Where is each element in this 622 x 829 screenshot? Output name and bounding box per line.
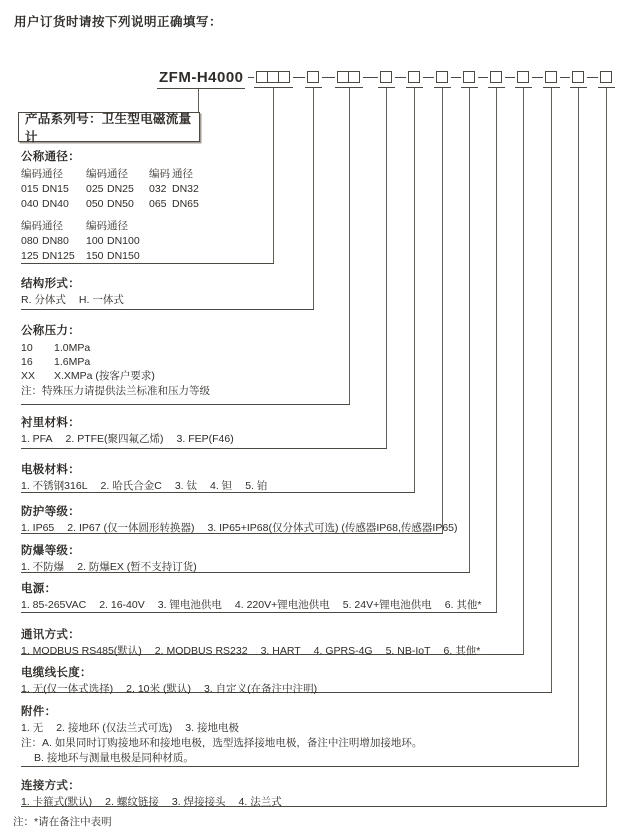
connector-line [349, 88, 350, 404]
dash-line [363, 77, 378, 78]
option-list [21, 480, 267, 493]
dn-table [21, 167, 216, 212]
section-label: 电极材料： [21, 464, 80, 476]
option-item: 4. 法兰式 [238, 796, 282, 808]
dash-line [423, 77, 434, 78]
connector-line [442, 88, 443, 533]
connector-line [523, 88, 524, 654]
option-item: 2. IP67 (仅一体圆形转换器) [67, 522, 195, 534]
dash-line [587, 77, 598, 78]
dash-line [322, 77, 335, 78]
option-item: 2. 10米 (默认) [126, 683, 191, 695]
footnote: 注：*请在备注中表明 [13, 816, 112, 828]
table-cell: 编码 [21, 168, 42, 180]
option-item: 3. IP65+IP68(仅分体式可选) (传感器IP68,传感器IP65) [207, 522, 458, 534]
code-box [408, 71, 420, 83]
code-box [278, 71, 290, 83]
option-item: 6. 其他* [444, 599, 482, 611]
table-cell: 032 [149, 183, 167, 195]
option-item: H. 一体式 [78, 294, 124, 306]
option-item: 3. 接地电极 [185, 722, 239, 734]
table-cell: DN25 [107, 183, 134, 195]
option-item: 5. 铂 [245, 480, 268, 492]
section-pressure [21, 325, 210, 398]
table-cell: DN125 [42, 250, 75, 262]
model-underline [157, 88, 245, 89]
code-box [380, 71, 392, 83]
option-list [21, 561, 197, 574]
section-label: 附件： [21, 706, 57, 718]
option-list [21, 522, 458, 535]
section-label: 电缆线长度： [21, 667, 92, 679]
dash-line [532, 77, 543, 78]
option-item: 2. 16-40V [99, 599, 145, 611]
code-box [463, 71, 475, 83]
section-label: 公称通径： [21, 151, 80, 163]
connector-line [273, 88, 274, 263]
series-box [18, 112, 200, 142]
page-title: 用户订货时请按下列说明正确填写： [14, 15, 223, 29]
option-list [21, 294, 124, 307]
table-cell: 150 [86, 250, 104, 262]
table-cell: 065 [149, 198, 167, 210]
section-label: 防护等级： [21, 506, 80, 518]
section-cable [21, 667, 317, 696]
table-cell: 通径 [42, 220, 63, 232]
section-label: 连接方式： [21, 780, 80, 792]
option-list [21, 433, 234, 446]
option-item: R. 分体式 [21, 294, 66, 306]
section-note: 注：特殊压力请提供法兰标准和压力等级 [21, 385, 210, 397]
option-item: 6. 其他* [443, 645, 481, 657]
dash-line [293, 77, 305, 78]
section-underline [21, 404, 350, 405]
table-cell: 通径 [42, 168, 63, 180]
option-item: 1. MODBUS RS485(默认) [21, 645, 142, 657]
section-note: 注：A. 如果同时订购接地环和接地电极，选型选择接地电极，备注中注明增加接地环。 [21, 737, 423, 749]
table-cell: DN50 [107, 198, 134, 210]
table-cell: DN15 [42, 183, 69, 195]
section-explosion [21, 545, 197, 574]
pressure-value: 1.6MPa [54, 356, 91, 368]
series-label: 产品系列号：卫生型电磁流量计 [25, 112, 192, 144]
connector-line [198, 89, 199, 112]
dash-line [478, 77, 488, 78]
option-item: 2. 哈氏合金C [100, 480, 162, 492]
table-cell: 编码 [86, 168, 107, 180]
option-item: 3. HART [260, 645, 301, 657]
code-box [436, 71, 448, 83]
pressure-code: XX [21, 370, 36, 382]
section-label: 电源： [21, 583, 57, 595]
table-cell: 编码 [21, 220, 42, 232]
option-list [21, 722, 422, 735]
pressure-row [21, 369, 210, 383]
table-cell: DN80 [42, 235, 69, 247]
option-item: 1. 无 [21, 722, 44, 734]
connector-line [578, 88, 579, 766]
table-cell: 050 [86, 198, 104, 210]
table-cell: DN40 [42, 198, 69, 210]
pressure-value: 1.0MPa [54, 342, 91, 354]
table-cell: 通径 [107, 168, 128, 180]
option-item: 2. MODBUS RS232 [154, 645, 248, 657]
pressure-code: 16 [21, 356, 33, 368]
option-item: 1. PFA [21, 433, 53, 445]
dn-table [21, 219, 216, 264]
option-list [21, 645, 480, 658]
option-item: 3. 钛 [174, 480, 197, 492]
section-power [21, 583, 482, 612]
pressure-row [21, 355, 210, 369]
section-lining [21, 417, 234, 446]
section-label: 衬里材料： [21, 417, 80, 429]
section-underline [21, 766, 579, 767]
table-cell: 025 [86, 183, 104, 195]
dash-line [395, 77, 406, 78]
option-item: 3. 自定义(在备注中注明) [203, 683, 318, 695]
option-item: 1. 卡箍式(默认) [21, 796, 93, 808]
connector-line [386, 88, 387, 448]
table-cell: DN100 [107, 235, 140, 247]
table-cell: 040 [21, 198, 39, 210]
code-box [490, 71, 502, 83]
section-label: 防爆等级： [21, 545, 80, 557]
section-electrode [21, 464, 267, 493]
dash-line [505, 77, 515, 78]
option-item: 4. 钽 [210, 480, 233, 492]
pressure-code: 10 [21, 342, 33, 354]
dash-line [248, 77, 254, 78]
table-cell: DN65 [172, 198, 199, 210]
model-code: ZFM-H4000 [159, 69, 244, 86]
option-item: 3. 焊接接头 [171, 796, 226, 808]
pressure-row [21, 341, 210, 355]
table-cell: 编码 [86, 220, 107, 232]
table-cell: 编码 [149, 168, 170, 180]
pressure-value: X.XMPa (按客户要求) [54, 370, 155, 382]
dash-line [451, 77, 461, 78]
option-item: 2. 防爆EX (暂不支持订货) [77, 561, 197, 573]
option-item: 3. FEP(F46) [176, 433, 234, 445]
option-list [21, 683, 317, 696]
section-accessories [21, 706, 422, 765]
option-item: 1. 无(仅一体式选择) [21, 683, 114, 695]
section-protection [21, 506, 458, 535]
option-item: 4. GPRS-4G [313, 645, 373, 657]
connector-line [496, 88, 497, 612]
code-box [572, 71, 584, 83]
code-box [348, 71, 360, 83]
table-cell: 100 [86, 235, 104, 247]
section-underline [21, 612, 497, 613]
code-box [517, 71, 529, 83]
section-label: 公称压力： [21, 325, 80, 337]
section-comm [21, 629, 480, 658]
option-item: 5. NB-IoT [385, 645, 431, 657]
option-item: 4. 220V+锂电池供电 [234, 599, 330, 611]
section-diameter [21, 151, 216, 264]
option-item: 1. IP65 [21, 522, 55, 534]
section-label: 结构形式： [21, 278, 80, 290]
section-underline [21, 309, 314, 310]
table-cell: DN150 [107, 250, 140, 262]
option-list [21, 599, 482, 612]
code-box [600, 71, 612, 83]
option-item: 3. 锂电池供电 [157, 599, 222, 611]
connector-line [313, 88, 314, 309]
option-item: 1. 不锈钢316L [21, 480, 88, 492]
section-structure [21, 278, 124, 307]
option-item: 2. 螺纹链接 [105, 796, 159, 808]
connector-line [414, 88, 415, 492]
section-underline [21, 448, 387, 449]
connector-line [606, 88, 607, 806]
table-cell: 015 [21, 183, 39, 195]
option-item: 2. PTFE(聚四氟乙烯) [65, 433, 164, 445]
option-item: 5. 24V+锂电池供电 [342, 599, 432, 611]
section-label: 通讯方式： [21, 629, 80, 641]
code-box [545, 71, 557, 83]
section-note: B. 接地环与测量电极是同种材质。 [34, 752, 194, 764]
dash-line [560, 77, 570, 78]
option-item: 1. 不防爆 [21, 561, 65, 573]
table-cell: 通径 [107, 220, 128, 232]
section-connection [21, 780, 282, 809]
connector-line [469, 88, 470, 572]
option-item: 1. 85-265VAC [21, 599, 87, 611]
table-cell: 通径 [172, 168, 193, 180]
code-box [307, 71, 319, 83]
table-cell: DN32 [172, 183, 199, 195]
option-item: 2. 接地环 (仅法兰式可选) [56, 722, 173, 734]
option-list [21, 796, 282, 809]
table-cell: 080 [21, 235, 39, 247]
connector-line [551, 88, 552, 692]
table-cell: 125 [21, 250, 39, 262]
